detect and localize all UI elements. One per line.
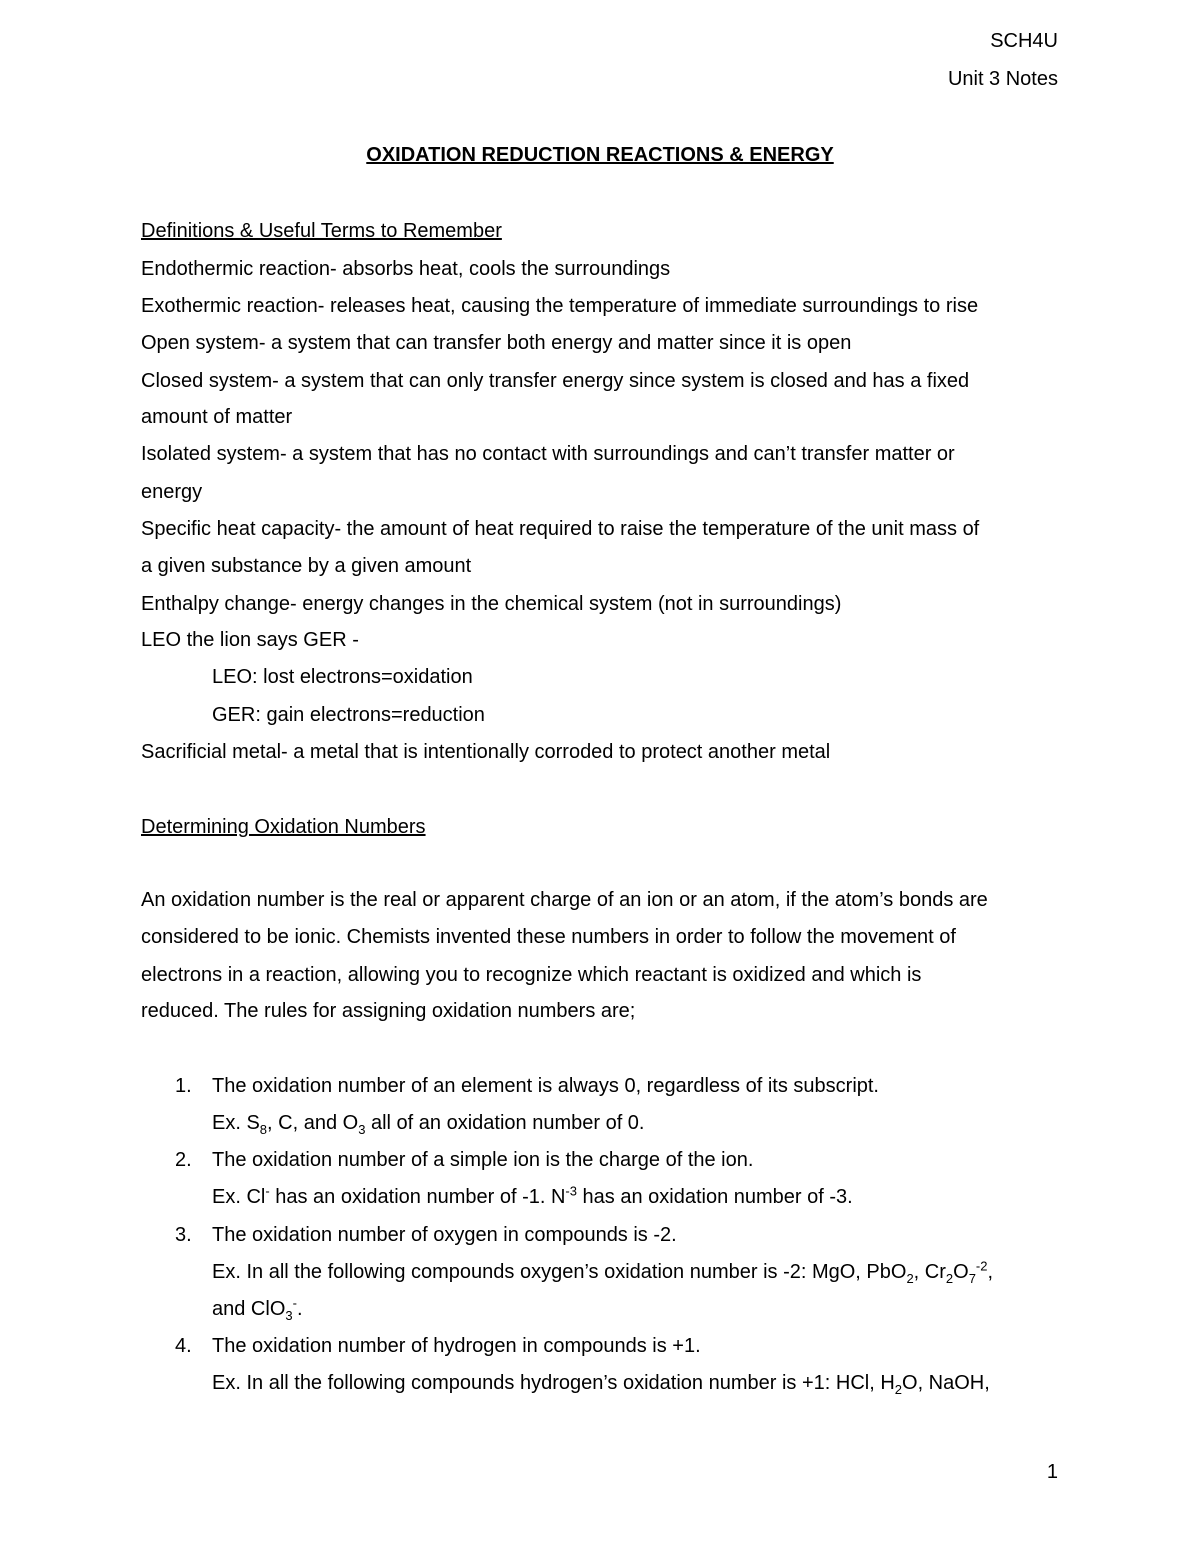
rule-text: The oxidation number of a simple ion is the charge of the ion. [212,1149,754,1171]
definition-line: LEO the lion says GER - [141,629,359,651]
course-code: SCH4U [990,30,1058,52]
rule-text: The oxidation number of hydrogen in compounds is +1. [212,1335,701,1357]
subscript: 2 [906,1271,914,1286]
rule-number: 1. [175,1075,192,1097]
example-text: , C, and O [267,1112,359,1134]
rule-example [212,1183,853,1209]
example-text: , Cr [913,1261,946,1283]
example-text: has an oxidation number of -1. N [269,1186,566,1208]
example-text: Ex. Cl [212,1186,266,1208]
oxidation-numbers-heading: Determining Oxidation Numbers [141,816,426,838]
rule-example-continued [212,1295,303,1323]
subscript: 3 [285,1308,293,1323]
definition-line-indented: GER: gain electrons=reduction [212,704,485,726]
example-text: O [953,1261,969,1283]
rule-text: The oxidation number of oxygen in compounds is -2. [212,1224,677,1246]
rule-example [212,1112,644,1135]
example-text: O, NaOH, [902,1372,990,1394]
rule-number: 2. [175,1149,192,1171]
example-text: all of an oxidation number of 0. [365,1112,645,1134]
paragraph-line: reduced. The rules for assigning oxidation numbers are; [141,1000,636,1022]
rule-number: 4. [175,1335,192,1357]
unit-label: Unit 3 Notes [947,68,1058,90]
definition-line: Endothermic reaction- absorbs heat, cools the surroundings [141,258,671,280]
paragraph-line: An oxidation number is the real or apparent charge of an ion or an atom, if the atom’s bonds are [141,889,988,911]
example-text: Ex. In all the following compounds oxygen’s oxidation number is -2: MgO, PbO [212,1261,907,1283]
superscript: -3 [565,1183,577,1199]
definition-line-indented: LEO: lost electrons=oxidation [212,666,473,688]
definition-line: Closed system- a system that can only transfer energy since system is closed and has a fixed [141,370,970,392]
example-text: Ex. In all the following compounds hydrogen’s oxidation number is +1: HCl, H [212,1372,895,1394]
rule-text: The oxidation number of an element is always 0, regardless of its subscript. [212,1075,879,1097]
definition-line: Sacrificial metal- a metal that is intentionally corroded to protect another metal [141,741,831,763]
example-text: Ex. S [212,1112,260,1134]
superscript: - [265,1183,270,1199]
definition-line: energy [141,481,203,503]
subscript: 2 [894,1382,903,1397]
definition-line: Open system- a system that can transfer both energy and matter since it is open [141,332,852,354]
subscript: 3 [358,1122,366,1137]
definitions-heading: Definitions & Useful Terms to Remember [141,220,502,242]
page-number: 1 [1046,1461,1058,1483]
example-text: . [296,1298,303,1320]
definition-line: Specific heat capacity- the amount of heat required to raise the temperature of the unit mass of [141,518,980,540]
paragraph-line: considered to be ionic. Chemists invented these numbers in order to follow the movement of [141,926,956,948]
superscript: -2 [975,1258,988,1274]
definition-line: amount of matter [141,406,293,428]
definition-line: Isolated system- a system that has no contact with surroundings and can’t transfer matter or [141,443,955,465]
example-text: has an oxidation number of -3. [576,1186,853,1208]
definition-line: a given substance by a given amount [141,555,472,577]
paragraph-line: electrons in a reaction, allowing you to recognize which reactant is oxidized and which is [141,964,922,986]
rule-number: 3. [175,1224,192,1246]
subscript: 2 [945,1271,954,1286]
superscript: - [292,1295,297,1311]
page-title: OXIDATION REDUCTION REACTIONS & ENERGY [366,144,834,166]
definition-line: Enthalpy change- energy changes in the chemical system (not in surroundings) [141,593,842,615]
definition-line: Exothermic reaction- releases heat, causing the temperature of immediate surroundings to rise [141,295,979,317]
subscript: 7 [968,1271,976,1286]
subscript: 8 [259,1122,268,1137]
example-text: and ClO [212,1298,286,1320]
example-text: , [987,1261,994,1283]
rule-example [212,1258,994,1286]
rule-example [212,1372,990,1395]
